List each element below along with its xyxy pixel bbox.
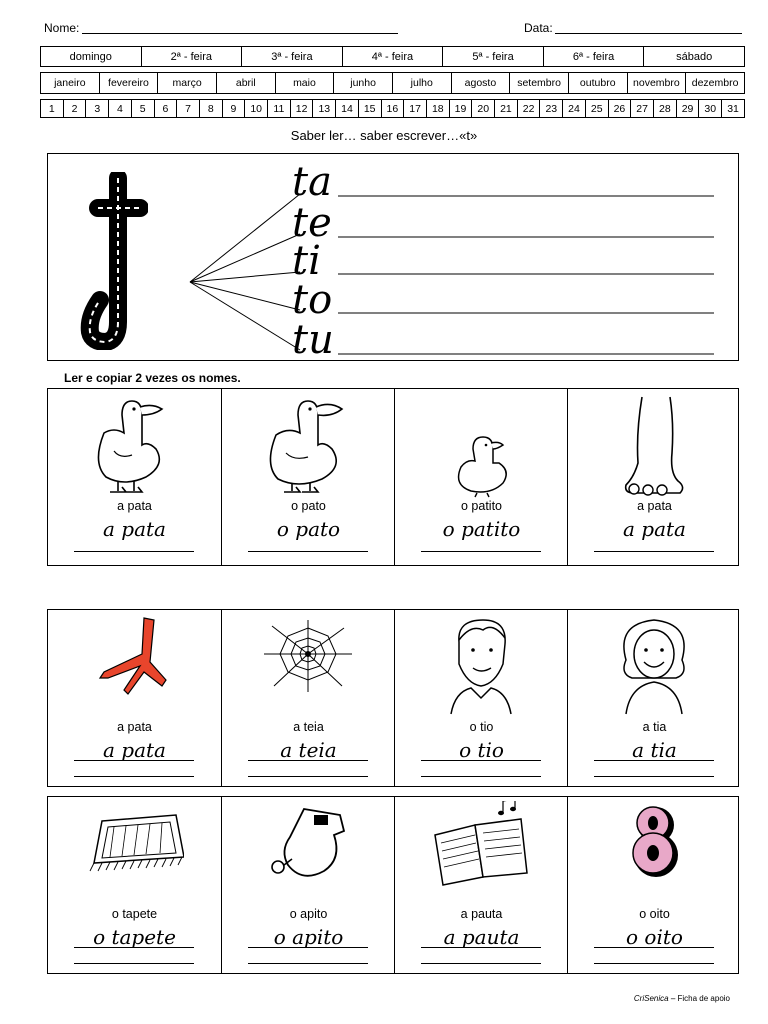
day-number-cell[interactable]: 1	[41, 100, 64, 118]
syllable-te: te	[292, 200, 332, 246]
day-number-cell[interactable]: 29	[676, 100, 699, 118]
name-field[interactable]	[82, 33, 398, 34]
rug-icon	[84, 801, 184, 907]
month-cell[interactable]: fevereiro	[99, 73, 158, 94]
writing-line[interactable]	[594, 760, 714, 761]
word-label: o pato	[291, 499, 326, 513]
day-number-cell[interactable]: 8	[199, 100, 222, 118]
syllable-guide-lines	[48, 154, 738, 363]
day-number-cell[interactable]: 12	[290, 100, 313, 118]
writing-line[interactable]	[74, 565, 194, 566]
word-label: a pauta	[460, 907, 503, 921]
picture-card	[567, 797, 740, 973]
picture-row-2	[47, 609, 739, 787]
weekday-cell[interactable]: 5ª - feira	[443, 47, 544, 67]
duck-icon	[84, 393, 184, 499]
writing-line[interactable]	[594, 963, 714, 964]
word-label: o oito	[639, 907, 670, 921]
spider-web-icon	[258, 614, 358, 720]
day-number-cell[interactable]: 7	[177, 100, 200, 118]
day-number-cell[interactable]: 17	[404, 100, 427, 118]
date-field[interactable]	[555, 33, 742, 34]
writing-line[interactable]	[74, 760, 194, 761]
cursive-word: a teia	[280, 738, 337, 762]
duck-icon	[258, 393, 358, 499]
day-number-cell[interactable]: 13	[313, 100, 336, 118]
picture-card	[48, 389, 221, 565]
picture-row-3	[47, 796, 739, 974]
cursive-word: a tia	[632, 738, 677, 762]
weekday-cell[interactable]: 3ª - feira	[242, 47, 343, 67]
day-number-cell[interactable]: 4	[109, 100, 132, 118]
word-label: o tapete	[111, 907, 158, 921]
picture-card	[567, 389, 740, 565]
word-label: o tio	[469, 720, 494, 734]
duckling-icon	[431, 393, 531, 499]
writing-line[interactable]	[248, 551, 368, 552]
day-number-cell[interactable]: 6	[154, 100, 177, 118]
picture-card	[394, 389, 567, 565]
footer-label: Ficha de apoio	[677, 994, 730, 1003]
weekday-cell[interactable]: 4ª - feira	[342, 47, 443, 67]
word-label: a pata	[117, 499, 152, 513]
writing-line[interactable]	[74, 963, 194, 964]
day-number-cell[interactable]: 9	[222, 100, 245, 118]
writing-line[interactable]	[248, 565, 368, 566]
writing-line[interactable]	[421, 947, 541, 948]
day-number-cell[interactable]: 10	[245, 100, 268, 118]
month-cell[interactable]: janeiro	[41, 73, 100, 94]
weekday-cell[interactable]: domingo	[41, 47, 142, 67]
month-cell[interactable]: outubro	[568, 73, 627, 94]
writing-line[interactable]	[594, 565, 714, 566]
cursive-word: o tio	[459, 738, 504, 762]
day-number-cell[interactable]: 3	[86, 100, 109, 118]
day-number-cell[interactable]: 15	[358, 100, 381, 118]
word-label: a pata	[637, 499, 672, 513]
weekday-table	[40, 46, 745, 67]
music-sheet-icon	[431, 801, 531, 907]
cursive-word: a pata	[103, 517, 166, 541]
picture-card	[48, 797, 221, 973]
day-number-cell[interactable]: 20	[472, 100, 495, 118]
day-number-cell[interactable]: 21	[495, 100, 518, 118]
letter-syllables-box	[47, 153, 739, 361]
writing-line[interactable]	[74, 551, 194, 552]
cursive-word: o apito	[273, 925, 344, 949]
day-number-cell[interactable]: 14	[336, 100, 359, 118]
picture-card	[394, 610, 567, 786]
writing-line[interactable]	[594, 551, 714, 552]
weekday-cell[interactable]: 6ª - feira	[543, 47, 644, 67]
picture-card	[221, 797, 394, 973]
cursive-word: o patito	[442, 517, 521, 541]
picture-card	[394, 797, 567, 973]
picture-card	[221, 389, 394, 565]
day-number-cell[interactable]: 16	[381, 100, 404, 118]
cursive-word: a pata	[623, 517, 686, 541]
word-label: o apito	[289, 907, 328, 921]
footer	[634, 994, 730, 1003]
month-cell[interactable]: maio	[275, 73, 334, 94]
word-label: a teia	[293, 720, 324, 734]
word-label: a tia	[642, 720, 667, 734]
day-number-cell[interactable]: 11	[268, 100, 291, 118]
bird-foot-icon	[84, 614, 184, 720]
picture-card	[48, 610, 221, 786]
number-eight-icon	[604, 801, 704, 907]
cursive-word: o pato	[276, 517, 341, 541]
page-title: Saber ler… saber escrever…«t»	[290, 128, 478, 143]
month-cell[interactable]: dezembro	[686, 73, 745, 94]
animal-leg-icon	[604, 393, 704, 499]
weekday-cell[interactable]: 2ª - feira	[141, 47, 242, 67]
day-number-cell[interactable]: 24	[563, 100, 586, 118]
syllable-tu: tu	[292, 317, 334, 363]
word-label: a pata	[117, 720, 152, 734]
month-cell[interactable]: setembro	[510, 73, 569, 94]
writing-line[interactable]	[421, 776, 541, 777]
writing-line[interactable]	[248, 947, 368, 948]
writing-line[interactable]	[248, 963, 368, 964]
day-number-cell[interactable]: 5	[131, 100, 154, 118]
picture-row-1	[47, 388, 739, 566]
writing-line[interactable]	[421, 551, 541, 552]
footer-dash: –	[670, 994, 676, 1003]
cursive-word: o tapete	[93, 925, 176, 949]
instruction: Ler e copiar 2 vezes os nomes.	[64, 371, 241, 385]
cursive-word: a pata	[103, 738, 166, 762]
syllable-to: to	[292, 277, 333, 323]
footer-author: CriSenica	[633, 994, 669, 1003]
syllable-ti: ti	[292, 238, 321, 284]
day-number-table	[40, 99, 745, 118]
month-table	[40, 72, 745, 94]
day-number-cell[interactable]: 18	[426, 100, 449, 118]
writing-line[interactable]	[594, 947, 714, 948]
writing-line[interactable]	[421, 963, 541, 964]
month-cell[interactable]: julho	[392, 73, 451, 94]
day-number-cell[interactable]: 22	[517, 100, 540, 118]
writing-line[interactable]	[421, 760, 541, 761]
cursive-word: a pauta	[443, 925, 520, 949]
day-number-cell[interactable]: 2	[63, 100, 86, 118]
month-cell[interactable]: abril	[216, 73, 275, 94]
weekday-cell[interactable]: sábado	[644, 47, 745, 67]
syllable-ta: ta	[292, 159, 332, 205]
picture-card	[221, 610, 394, 786]
writing-line[interactable]	[248, 760, 368, 761]
writing-line[interactable]	[594, 776, 714, 777]
cursive-word: o oito	[626, 925, 683, 949]
word-label: o patito	[460, 499, 502, 513]
day-number-cell[interactable]: 31	[722, 100, 745, 118]
day-number-cell[interactable]: 25	[585, 100, 608, 118]
day-number-cell[interactable]: 28	[653, 100, 676, 118]
month-cell[interactable]: novembro	[627, 73, 686, 94]
man-face-icon	[431, 614, 531, 720]
day-number-cell[interactable]: 23	[540, 100, 563, 118]
whistle-icon	[258, 801, 358, 907]
month-cell[interactable]: junho	[334, 73, 393, 94]
day-number-cell[interactable]: 27	[631, 100, 654, 118]
day-number-cell[interactable]: 30	[699, 100, 722, 118]
day-number-cell[interactable]: 26	[608, 100, 631, 118]
writing-line[interactable]	[421, 565, 541, 566]
day-number-cell[interactable]: 19	[449, 100, 472, 118]
month-cell[interactable]: agosto	[451, 73, 510, 94]
woman-face-icon	[604, 614, 704, 720]
date-label: Data:	[524, 21, 553, 35]
picture-card	[567, 610, 740, 786]
writing-line[interactable]	[74, 776, 194, 777]
name-label: Nome:	[44, 21, 80, 35]
month-cell[interactable]: março	[158, 73, 217, 94]
writing-line[interactable]	[74, 947, 194, 948]
writing-line[interactable]	[248, 776, 368, 777]
